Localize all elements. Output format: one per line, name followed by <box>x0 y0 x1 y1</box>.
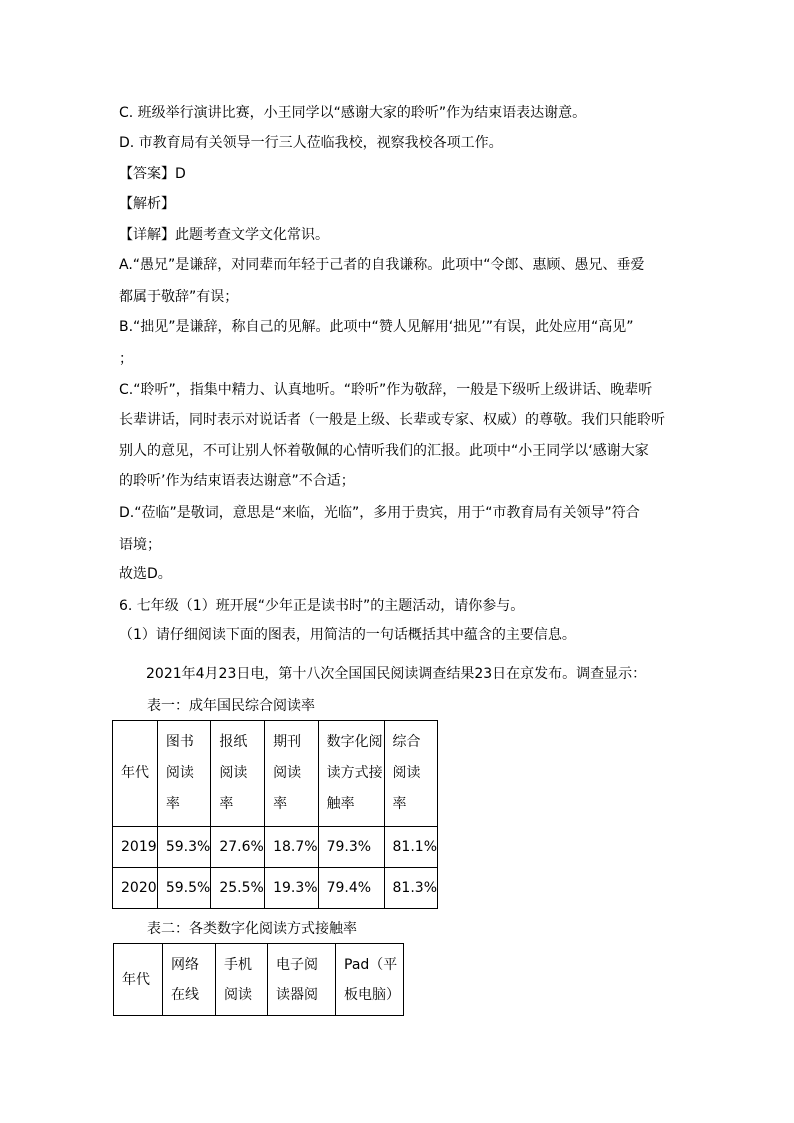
cell: 81.1% <box>384 827 437 868</box>
explain-c-cont3: 的聆听’作为结束语表达谢意”不合适； <box>119 473 355 489</box>
cell: 25.5% <box>211 868 265 909</box>
table2-caption: 表二：各类数字化阅读方式接触率 <box>147 921 357 937</box>
explain-c: C.“聆听”，指集中精力、认真地听。“聆听”作为敬辞，一般是下级听上级讲话、晚辈听 <box>119 382 653 398</box>
cell: 59.3% <box>157 827 210 868</box>
table2 <box>113 943 404 1016</box>
header-cell: 电子阅 读器阅 <box>268 944 336 1016</box>
answer: 【答案】D <box>119 166 186 182</box>
header-cell: Pad（平 板电脑） <box>336 944 404 1016</box>
cell: 81.3% <box>384 868 437 909</box>
header-cell: 年代 <box>113 721 158 827</box>
explain-d: D.“莅临”是敬词，意思是“来临，光临”，多用于贵宾，用于“市教育局有关领导”符合 <box>119 505 640 521</box>
header-cell: 图书 阅读 率 <box>157 721 210 827</box>
explain-a-cont: 都属于敬辞”有误； <box>119 289 239 305</box>
header-cell: 手机 阅读 <box>216 944 268 1016</box>
header-cell: 数字化阅 读方式接 触率 <box>318 721 384 827</box>
header-cell: 报纸 阅读 率 <box>211 721 265 827</box>
option-d: D. 市教育局有关领导一行三人莅临我校，视察我校各项工作。 <box>119 135 503 151</box>
header-cell: 年代 <box>114 944 163 1016</box>
cell: 59.5% <box>157 868 210 909</box>
table-header-row <box>114 944 404 1016</box>
table1 <box>112 720 438 909</box>
question-6-1: （1）请仔细阅读下面的图表，用简洁的一句话概括其中蕴含的主要信息。 <box>119 627 576 643</box>
cell: 19.3% <box>265 868 318 909</box>
table-header-row <box>113 721 438 827</box>
explain-a: A.“愚兄”是谦辞，对同辈而年轻于己者的自我谦称。此项中“令郎、惠顾、愚兄、垂爱 <box>119 257 645 273</box>
table1-caption: 表一：成年国民综合阅读率 <box>147 698 315 714</box>
header-cell: 综合 阅读 率 <box>384 721 437 827</box>
cell: 2019 <box>113 827 158 868</box>
header-cell: 期刊 阅读 率 <box>265 721 318 827</box>
explain-b: B.“拙见”是谦辞，称自己的见解。此项中“赞人见解用‘拙见’”有误，此处应用“高见” <box>119 319 634 335</box>
option-c: C. 班级举行演讲比赛，小王同学以“感谢大家的聆听”作为结束语表达谢意。 <box>119 105 587 121</box>
conclusion: 故选D。 <box>119 566 172 582</box>
survey-intro: 2021年4月23日电，第十八次全国国民阅读调查结果23日在京发布。调查显示： <box>146 666 647 682</box>
header-cell: 网络 在线 <box>163 944 216 1016</box>
detail-heading: 【详解】此题考查文学文化常识。 <box>119 227 329 243</box>
cell: 27.6% <box>211 827 265 868</box>
table-row <box>113 827 438 868</box>
cell: 79.4% <box>318 868 384 909</box>
explain-d-cont: 语境； <box>119 537 161 553</box>
explain-c-cont1: 长辈讲话，同时表示对说话者（一般是上级、长辈或专家、权威）的尊敬。我们只能聆听 <box>119 412 665 428</box>
table-row <box>113 868 438 909</box>
explain-b-cont: ； <box>119 351 133 367</box>
cell: 79.3% <box>318 827 384 868</box>
cell: 18.7% <box>265 827 318 868</box>
question-6: 6. 七年级（1）班开展“少年正是读书时”的主题活动，请你参与。 <box>119 598 525 614</box>
explain-c-cont2: 别人的意见，不可让别人怀着敬佩的心情听我们的汇报。此项中“小王同学以‘感谢大家 <box>119 443 649 459</box>
cell: 2020 <box>113 868 158 909</box>
analysis-heading: 【解析】 <box>119 196 175 212</box>
